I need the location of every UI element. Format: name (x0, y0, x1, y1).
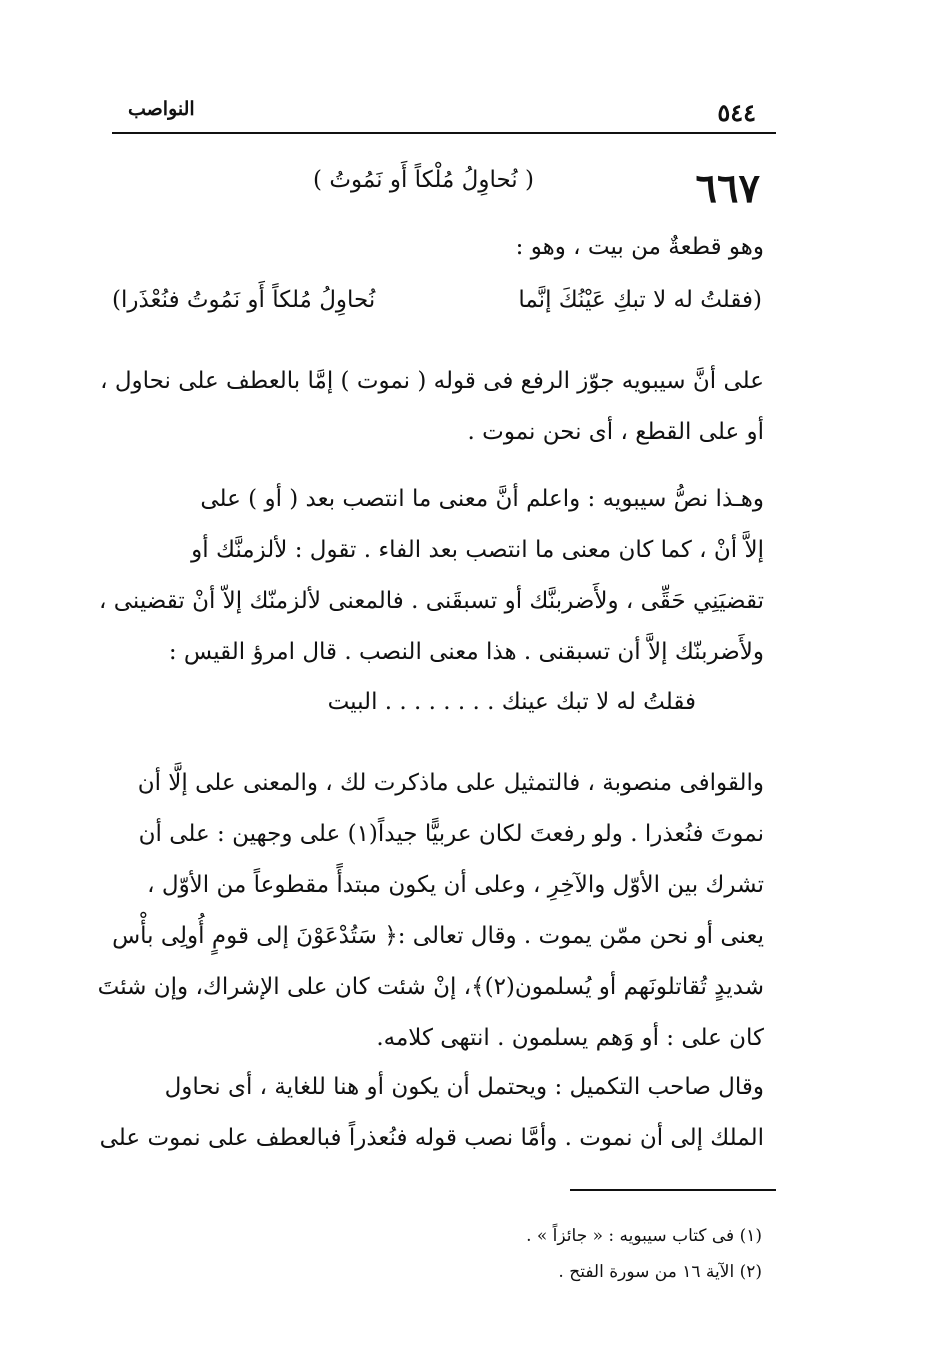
text-line: وهو قطعةٌ من بيت ، وهو : (515, 234, 764, 260)
footnotes (242, 1218, 762, 1290)
footnote-divider (570, 1189, 776, 1191)
paragraph-4 (99, 1062, 764, 1164)
paragraph-1 (100, 356, 764, 458)
intro-line (112, 222, 764, 273)
text-line: أو على القطع ، أى نحن نموت . (467, 419, 764, 445)
text-line: الملك إلى أن نموت . وأمَّا نصب قوله فنُعذراً فبالعطف على نموت على (99, 1125, 764, 1151)
verse-second-half: نُحاوِلُ مُلكاً أَو نَمُوتُ فنُعْذَرا) (112, 287, 376, 313)
text-line: تقضيَنِي حَقِّى ، ولأَضربنَّك أو تسبقَنى . فالمعنى لألزمنّك إلاّ أنْ تقضينى ، (98, 588, 764, 614)
text-line: كان على : أو وَهم يسلمون . انتهى كلامه. (376, 1025, 764, 1051)
text-line: يعنى أو نحن ممّن يموت . وقال تعالى :﴿ سَتُدْعَوْنَ إلى قومٍ أُولِى بأْس (112, 923, 764, 949)
chapter-title: النواصب (128, 98, 195, 120)
page-number: ٥٤٤ (717, 98, 756, 127)
text-line: وهـذا نصُّ سيبويه : واعلم أنَّ معنى ما انتصب بعد ( أو ) على (200, 486, 764, 512)
paragraph-2 (98, 474, 764, 678)
verse-first-half: (فقلتُ له لا تبكِ عَيْنُكَ إنَّما (518, 287, 762, 313)
text-line: إلاَّ أنْ ، كما كان معنى ما انتصب بعد الفاء . تقول : لألزمنَّك أو (191, 537, 764, 563)
footnote-1: (١) فى كتاب سيبويه : « جائزاً » . (526, 1226, 762, 1246)
text-line: والقوافى منصوبة ، فالتمثيل على ماذكرت لك ، والمعنى على إلَّا أن (137, 770, 764, 796)
text-line: نموتَ فنُعذرا . ولو رفعتَ لكان عربيًّا جيداً(١) على وجهين : على أن (138, 821, 764, 847)
footnote-2: (٢) الآية ١٦ من سورة الفتح . (558, 1262, 762, 1282)
verse-quote: فقلتُ له لا تبك عينك . . . . . . . . البيت (327, 689, 696, 715)
text-line: وقال صاحب التكميل : ويحتمل أن يكون أو هنا للغاية ، أى نحاول (164, 1074, 764, 1100)
text-line: تشرك بين الأوّل والآخِرِ ، وعلى أن يكون مبتدأً مقطوعاً من الأوّل ، (147, 872, 764, 898)
text-line: على أنَّ سيبويه جوّز الرفع فى قوله ( نموت ) إمَّا بالعطف على نحاول ، (100, 368, 764, 394)
text-line: شديدٍ تُقاتلونَهم أو يُسلمون(٢)﴾، إنْ شئت كان على الإشراك، وإن شئتَ (97, 974, 764, 1000)
entry-number: ٦٦٧ (695, 165, 760, 212)
paragraph-3 (97, 758, 764, 1064)
text-line: ولأَضربنّك إلاَّ أن تسبقنى . هذا معنى النصب . قال امرؤ القيس : (168, 639, 764, 665)
running-header (112, 92, 776, 134)
entry-title: ( نُحاوِلُ مُلْكاً أَو نَمُوتُ ) (313, 167, 534, 193)
